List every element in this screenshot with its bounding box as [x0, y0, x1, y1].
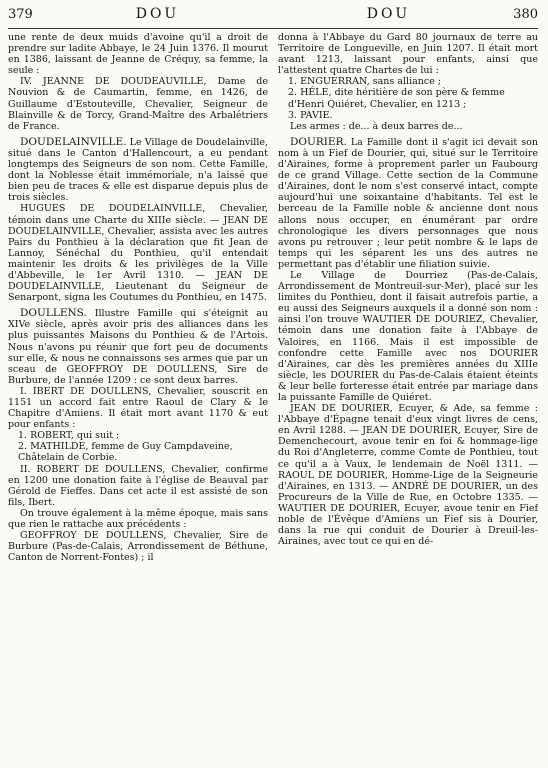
entry-dourier: [278, 137, 538, 270]
entry-text: Le Village de Doudelainville, situé dans le Canton d'Hallencourt, a eu pendant longtemps des Seigneurs de son nom. Cette Famille, dont la Noblesse était immémoriale, n'a laissé que bien peu de traces & elle est disparue depuis plus de trois siècles.: [8, 136, 268, 204]
list-item: 1. ROBERT, qui suit ;: [18, 430, 120, 442]
list-item: 2. MATHILDE, femme de Guy Campdaveine, Châtelain de Corbie.: [18, 441, 233, 464]
paragraph: I. IBERT DE DOULLENS, Chevalier, souscrit en 1151 un accord fait entre Raoul de Clary & le Chapitre d'Amiens. Il était mort avant 1170 & eut pour enfants :: [8, 385, 268, 431]
paragraph: JEAN DE DOURIER, Ecuyer, & Ade, sa femme : l'Abbaye d'Épagne tenait d'eux vingt livres de cens, en Avril 1288. — JEAN DE DOURIER, Ecuyer, Sire de Demenchecourt, avoue tenir en foi & hommage-lige du Roi d'Angleterre, comme Comte de Ponthieu, tout ce qu'il a à Vaux, le lendemain de Noël 1311. — RAOUL DE DOURIER, Homme-Lige de la Seigneurie d'Airaines, en 1313. — ANDRÉ DE DOURIER, un des Procureurs de la Ville de Rue, en Octobre 1335. — WAUTIER DE DOURIER, Ecuyer, avoue tenir en Fief noble de l'Évêque d'Amiens un Fief sis à Dourier, dans la rue qui conduit de Dourier à Dreuil-les-Airaines, avec tout ce qui en dé-: [278, 403, 538, 548]
entry-doullens: [8, 308, 268, 386]
entry-heading: DOUDELAINVILLE.: [20, 135, 127, 148]
entry-text: Illustre Famille qui s'éteignit au XIVe siècle, après avoir pris des alliances dans les plus puissantes Maisons du Ponthieu & de l'Artois. Nous n'avons pu réunir que fort peu de documents sur elle, & nous ne connaissons ses armes que par un sceau de GEOFFROY DE DOULLENS, Sire de Burbure, de l'année 1209 : ce sont deux barres.: [8, 308, 268, 386]
children-list: [278, 76, 538, 120]
left-column: [8, 32, 268, 563]
arms-line: Les armes : de... à deux barres de...: [290, 120, 463, 132]
list-item: 1. ENGUERRAN, sans alliance ;: [288, 76, 442, 88]
right-column: [278, 32, 538, 563]
paragraph: IV. JEANNE DE DOUDEAUVILLE, Dame de Nouvion & de Caumartin, femme, en 1426, de Guillaume d'Estouteville, Chevalier, Seigneur de Blainville & de Torcy, Grand-Maître des Arbalétriers de France.: [8, 76, 268, 132]
paragraph: On trouve également à la même époque, mais sans que rien le rattache aux précédents :: [8, 507, 268, 531]
paragraph: GEOFFROY DE DOULLENS, Chevalier, Sire de Burbure (Pas-de-Calais, Arrondissement de Béthune, Canton de Norrent-Fontes) ; il: [8, 530, 268, 564]
page-number-left: 379: [8, 7, 33, 22]
paragraph: donna à l'Abbaye du Gard 80 journaux de terre au Territoire de Longueville, en Juin 1207. Il était mort avant 1213, laissant pour enfants, ainsi que l'attestent quatre Chartes de lui :: [278, 32, 538, 77]
running-head-left: DOU: [135, 6, 180, 22]
running-header: [8, 6, 538, 29]
entry-text: La Famille dont il s'agit ici devait son nom à un Fief de Dourier, qui, situé sur le Territoire d'Airaines, forme à proprement parler un Faubourg de ce grand Village. Cette section de la Commune d'Airaines, dont le nom s'est conservé intact, compte aujourd'hui une soixantaine d'habitants. Tel est le berceau de la Famille noble & ancienne dont nous allons nous occuper, en énumérant par ordre chronologique les divers personnages que nous avons pu retrouver ; leur petit nombre & le laps de temps qui les séparent les uns des autres ne permettant pas d'établir une filiation suivie.: [278, 136, 538, 270]
text-columns: [8, 32, 538, 563]
running-head-right: DOU: [366, 6, 411, 22]
list-item: 3. PAVIE.: [288, 109, 333, 121]
paragraph: II. ROBERT DE DOULLENS, Chevalier, confirme en 1200 une donation faite à l'église de Beauval par Gérold de Fieffes. Dans cet acte il est assisté de son fils, Ibert.: [8, 463, 268, 508]
entry-doudelainville: [8, 137, 268, 204]
paragraph: HUGUES DE DOUDELAINVILLE, Chevalier, témoin dans une Charte du XIIIe siècle. — JEAN DE DOUDELAINVILLE, Chevalier, assista avec les autres Pairs du Ponthieu à la déclaration que fit Jean de Lannoy, Sénéchal du Ponthieu, qu'il entendait maintenir les droits & les privilèges de la Ville d'Abbeville, le 1er Avril 1310. — JEAN DE DOUDELAINVILLE, Lieutenant du Seigneur de Senarpont, signa les Coutumes du Ponthieu, en 1475.: [8, 203, 268, 304]
page-number-right: 380: [513, 7, 538, 22]
entry-heading: DOULLENS.: [20, 307, 87, 320]
entry-heading: DOURIER.: [290, 135, 347, 148]
paragraph: une rente de deux muids d'avoine qu'il a droit de prendre sur ladite Abbaye, le 24 Juin 1376. Il mourut en 1386, laissant de Jeanne de Créquy, sa femme, la seule :: [8, 32, 268, 77]
paragraph: Le Village de Dourriez (Pas-de-Calais, Arrondissement de Montreuil-sur-Mer), placé sur les limites du Ponthieu, dont il faisait autrefois partie, a eu aussi des Seigneurs auxquels il a donné son nom : ainsi l'on trouve WAUTIER DE DOURIEZ, Chevalier, témoin dans une donation faite à l'Abbaye de Valoires, en 1166. Mais il est impossible de confondre cette Famille avec nos DOURIER d'Airaines, car dès les premières années du XIIIe siècle, les DOURIER du Pas-de-Calais étaient éteints & leur belle forteresse était entrée par mariage dans la puissante Famille de Quiéret.: [278, 269, 538, 403]
children-list: [8, 430, 268, 463]
list-item: 2. HÉLE, dite héritière de son père & femme d'Henri Quiéret, Chevalier, en 1213 ;: [288, 87, 505, 110]
